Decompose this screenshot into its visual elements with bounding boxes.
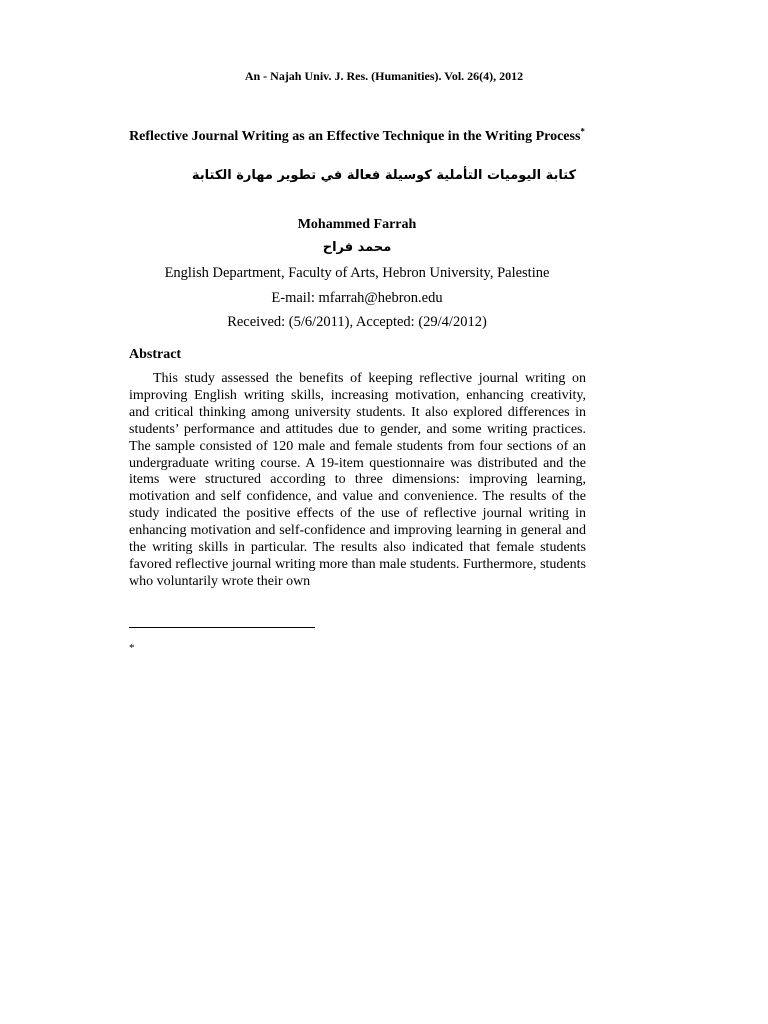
abstract-heading: Abstract	[129, 347, 182, 362]
author-name-arabic: محمد فراح	[322, 240, 392, 255]
article-title	[129, 128, 585, 145]
abstract-body: This study assessed the benefits of keeping reflective journal writing on improving English writing skills, increasing motivation, enhancing creativity, and critical thinking among university students. It also explored differences in students’ performance and attitudes due to gender, and some writing practices. The sample consisted of 120 male and female students from four sections of an undergraduate writing course. A 19-item questionnaire was distributed and the items were structured according to three dimensions: improving learning, motivation and self confidence, and value and convenience. The results of the study indicated the positive effects of the use of reflective journal writing in enhancing motivation and self-confidence and improving learning in general and the writing skills in particular. The results also indicated that female students favored reflective journal writing more than male students. Furthermore, students who voluntarily wrote their own	[129, 371, 586, 589]
footnote-marker: *	[129, 642, 135, 654]
running-header: An - Najah Univ. J. Res. (Humanities). Vol. 26(4), 2012	[244, 69, 524, 83]
author-affiliation: English Department, Faculty of Arts, Hebron University, Palestine	[164, 265, 550, 281]
footnote-divider	[129, 627, 315, 628]
article-title-text: Reflective Journal Writing as an Effective Technique in the Writing Process	[129, 129, 581, 144]
submission-dates: Received: (5/6/2011), Accepted: (29/4/2012)	[227, 314, 487, 330]
author-email: E-mail: mfarrah@hebron.edu	[271, 290, 443, 306]
title-footnote-marker: *	[580, 126, 585, 137]
article-title-arabic: كتابة اليوميات التأملية كوسيلة فعالة في تطوير مهارة الكتابة	[191, 168, 577, 183]
author-name: Mohammed Farrah	[297, 217, 417, 232]
